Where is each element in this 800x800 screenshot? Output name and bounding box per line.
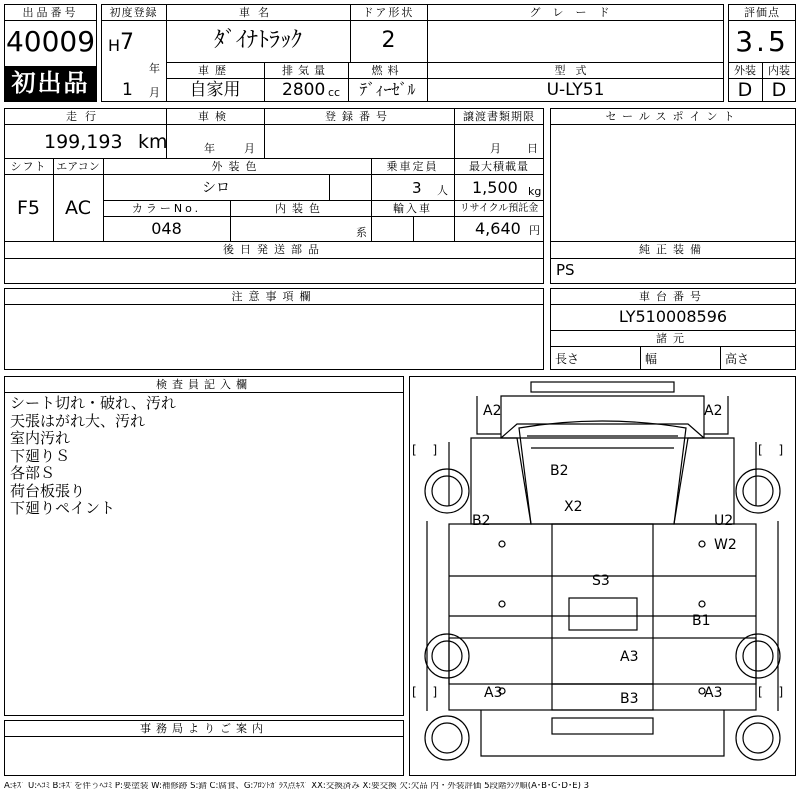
damage-mark: B2 xyxy=(472,513,491,529)
month-unit: 月 xyxy=(149,86,160,99)
shift-value: F5 xyxy=(16,197,41,219)
damage-mark: A3 xyxy=(704,685,723,701)
damage-mark: X2 xyxy=(564,499,583,515)
door-value: 2 xyxy=(381,28,396,53)
ext-grade: D xyxy=(737,79,753,101)
damage-mark: A3 xyxy=(620,649,639,665)
notes-label: 注意事項欄 xyxy=(231,290,317,303)
lot-number: 40009 xyxy=(5,25,96,58)
bracket: [ ] xyxy=(758,685,790,699)
import-label: 輸入車 xyxy=(393,202,432,215)
bracket: [ ] xyxy=(758,443,790,457)
ac-label: エアコン xyxy=(56,160,100,173)
color-no-label: カラーNo. xyxy=(131,202,202,215)
transfer-docs-label: 譲渡書類期限 xyxy=(463,110,535,123)
model-label: 型式 xyxy=(554,64,597,77)
damage-mark: B3 xyxy=(620,691,639,707)
first-reg-era: H xyxy=(108,36,121,55)
inspector-line: 下廻りＳ xyxy=(10,446,71,465)
ext-color-label: 外装色 xyxy=(211,160,263,173)
max-load-value: 1,500 xyxy=(472,178,518,197)
transfer-month-unit: 月 xyxy=(490,142,501,155)
width-label: 幅 xyxy=(645,352,658,366)
year-unit: 年 xyxy=(149,62,160,75)
capacity-unit: 人 xyxy=(437,184,448,197)
displacement-unit: cc xyxy=(328,86,341,99)
damage-mark: U2 xyxy=(714,513,734,529)
sales-points-label: セールスポイント xyxy=(605,110,741,123)
history-label: 車歴 xyxy=(198,64,232,77)
dimensions-label: 諸元 xyxy=(656,332,690,345)
fuel-value: ﾃﾞｨｰｾﾞﾙ xyxy=(359,80,416,99)
damage-mark: B2 xyxy=(550,463,569,479)
inspector-label: 検査員記入欄 xyxy=(156,378,252,391)
ext-grade-label: 外装 xyxy=(734,64,756,77)
length-label: 長さ xyxy=(555,352,580,366)
damage-mark: A2 xyxy=(704,403,723,419)
office-label: 事務局よりご案内 xyxy=(140,722,268,735)
chassis-value: LY510008596 xyxy=(618,307,728,326)
recycle-value: 4,640 xyxy=(475,219,521,238)
max-load-unit: kg xyxy=(528,185,542,198)
first-listing-badge: 初出品 xyxy=(5,66,96,101)
car-name-label: 車名 xyxy=(239,6,277,19)
int-color-unit: 系 xyxy=(356,226,367,239)
capacity-label: 乗車定員 xyxy=(386,160,439,173)
int-grade-label: 内装 xyxy=(768,64,790,77)
inspector-line: 室内汚れ xyxy=(10,429,71,447)
transfer-day-unit: 日 xyxy=(527,142,538,155)
equipment-label: 純正装備 xyxy=(639,243,707,256)
mileage-unit: km xyxy=(138,131,168,153)
inspection-label: 車検 xyxy=(198,110,232,123)
damage-mark: A2 xyxy=(483,403,502,419)
door-label: ドア形状 xyxy=(362,6,415,19)
score-value: 3.5 xyxy=(735,25,789,58)
int-color-label: 内装色 xyxy=(275,202,326,215)
first-reg-label: 初度登録 xyxy=(109,6,158,19)
equipment-value: PS xyxy=(556,261,575,279)
damage-mark: S3 xyxy=(592,573,610,589)
height-label: 高さ xyxy=(725,352,750,366)
fuel-label: 燃料 xyxy=(371,64,404,77)
lot-number-label: 出品番号 xyxy=(22,6,79,19)
inspector-line: 荷台板張り xyxy=(10,481,86,500)
max-load-label: 最大積載量 xyxy=(469,160,529,173)
bracket: [ ] xyxy=(412,685,444,699)
first-reg-month: 1 xyxy=(122,80,133,100)
inspector-line: 各部Ｓ xyxy=(10,464,56,482)
color-no-value: 048 xyxy=(151,219,182,238)
mileage-value: 199,193 xyxy=(44,131,123,153)
ac-value: AC xyxy=(65,197,91,219)
model-value: U-LY51 xyxy=(546,80,605,100)
history-value: 自家用 xyxy=(189,80,241,100)
recycle-label: リサイクル預託金 xyxy=(459,203,539,214)
damage-mark: W2 xyxy=(714,537,737,553)
inspector-line: 下廻りペイント xyxy=(10,499,116,517)
inspector-notes xyxy=(10,395,176,518)
grade-label: グレード xyxy=(529,6,622,19)
bracket: [ ] xyxy=(412,443,444,457)
recycle-unit: 円 xyxy=(529,224,540,237)
int-grade: D xyxy=(771,79,787,101)
score-label: 評価点 xyxy=(744,6,780,19)
inspector-line: 天張はがれ大、汚れ xyxy=(10,411,146,430)
damage-mark: A3 xyxy=(484,685,503,701)
inspection-month-unit: 月 xyxy=(244,142,255,155)
inspection-year-unit: 年 xyxy=(204,142,215,155)
mileage-label: 走行 xyxy=(66,110,104,123)
inspector-line: シート切れ・破れ、汚れ xyxy=(10,394,176,412)
damage-mark: B1 xyxy=(692,613,711,629)
first-reg-year: 7 xyxy=(120,30,134,55)
ext-color-value: シロ xyxy=(202,180,230,196)
displacement-value: 2800 xyxy=(282,80,326,100)
legend-text: A:ｷｽﾞ U:ﾍｺﾐ B:ｷｽﾞを伴うﾍｺﾐ P:要塗装 W:補修跡 S:錆 C:腐食、G:ﾌﾛﾝﾄｶﾞﾗｽ点ｷｽﾞ XX:交換済み X:要交換 欠:欠品 内・外装評価 5段階ﾗﾝｸ順(A･B･C･D･E) 3 xyxy=(4,782,590,791)
capacity-value: 3 xyxy=(412,179,422,197)
car-name: ﾀﾞｲﾅﾄﾗｯｸ xyxy=(213,28,302,53)
chassis-label: 車台番号 xyxy=(639,290,707,303)
shift-label: シフト xyxy=(10,160,47,173)
later-parts-label: 後日発送部品 xyxy=(223,243,325,256)
reg-number-label: 登録番号 xyxy=(325,110,393,123)
displacement-label: 排気量 xyxy=(282,64,330,77)
